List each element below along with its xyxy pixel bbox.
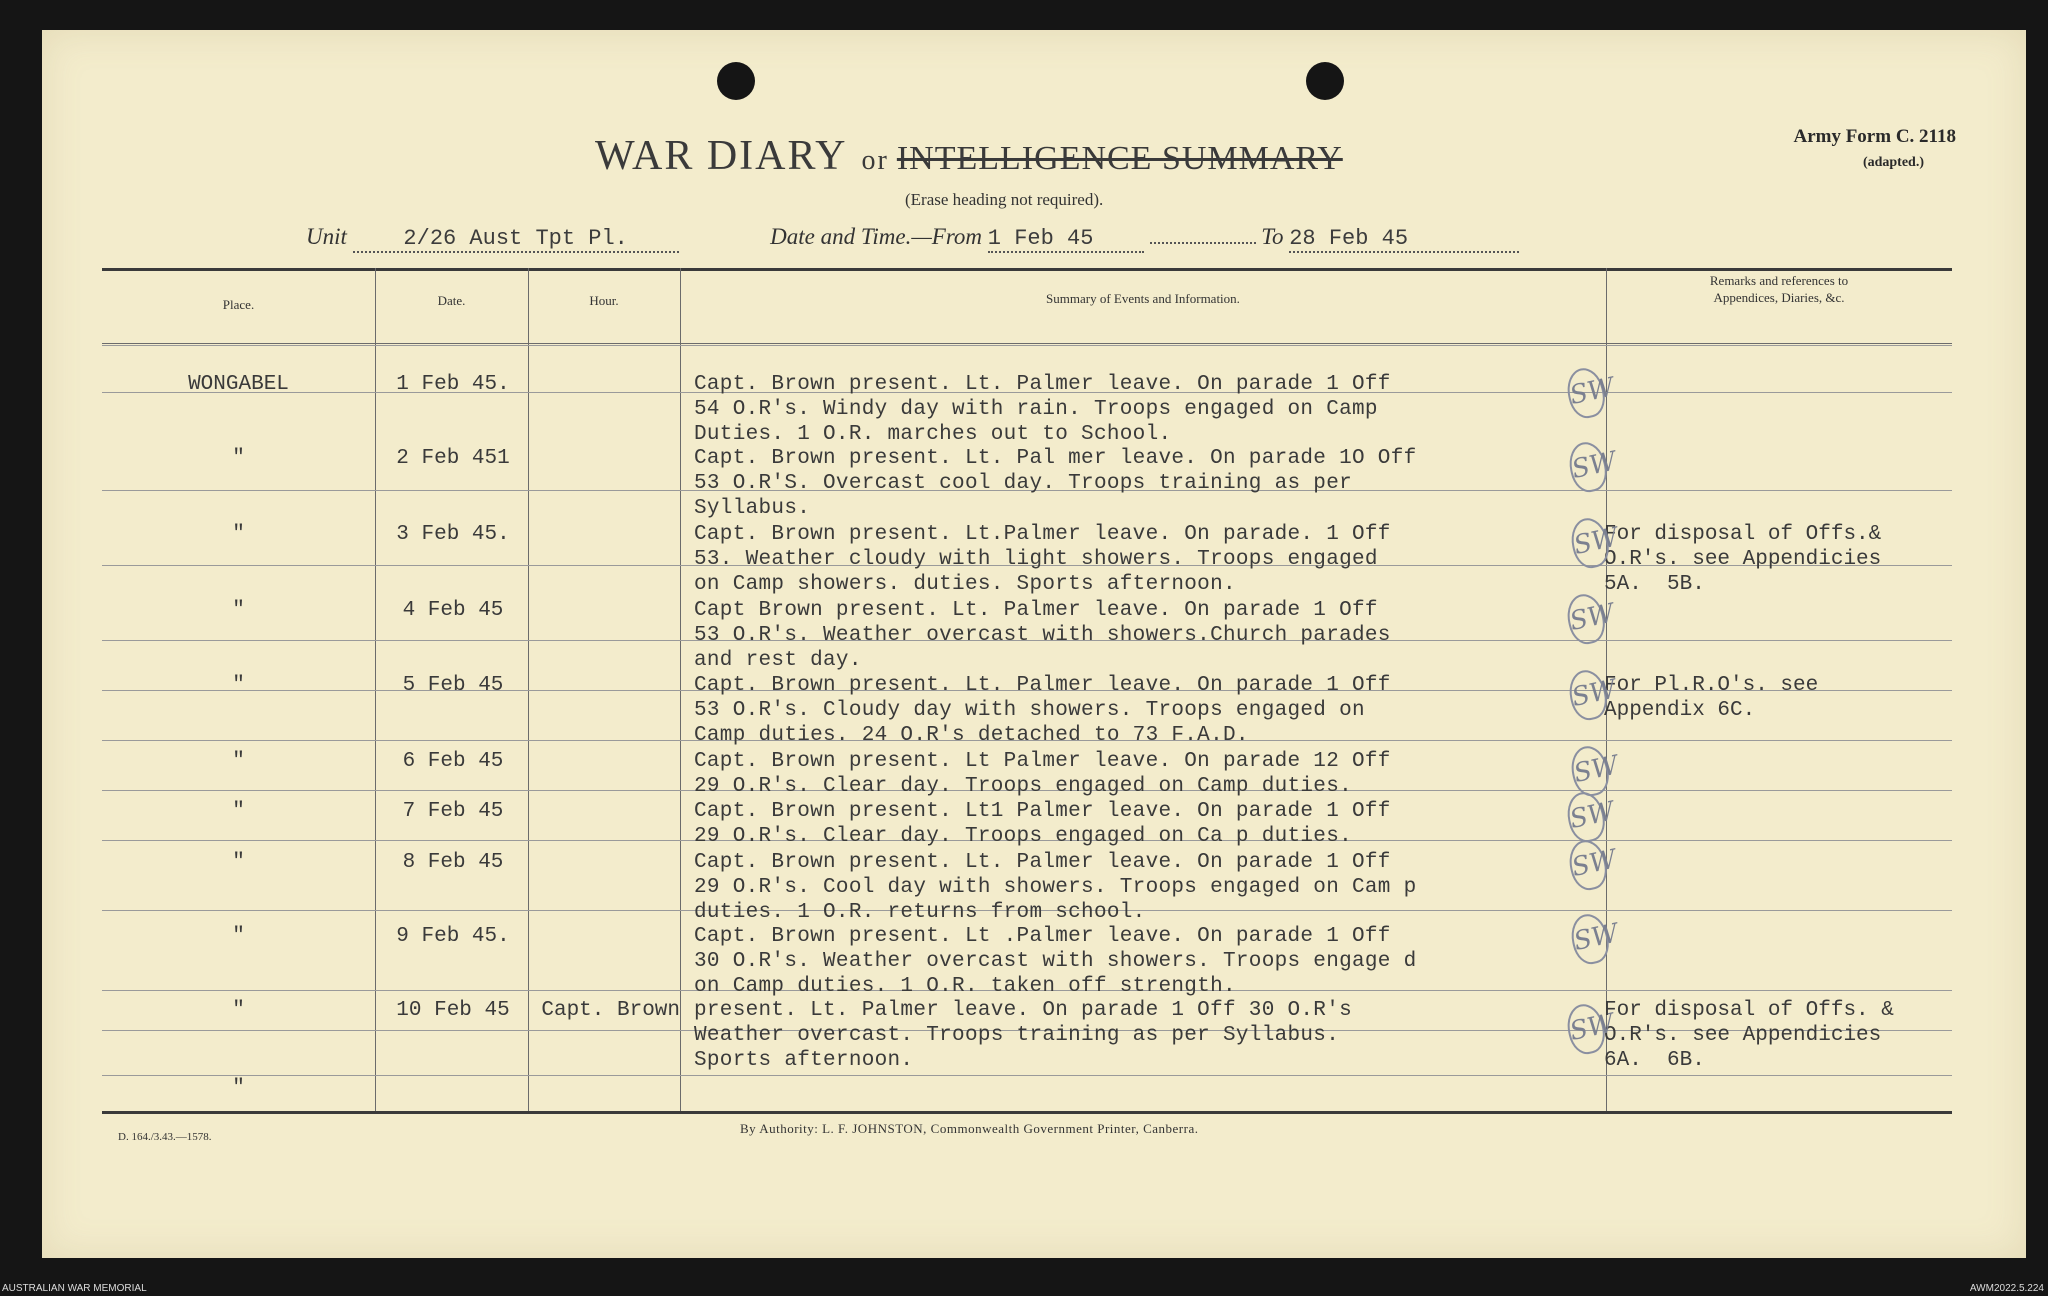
row-rule xyxy=(102,1075,1952,1076)
entry-summary: Capt. Brown present. Lt Palmer leave. On parade 12 Off 29 O.R's. Clear day. Troops engaged on Camp duties. xyxy=(694,750,1391,798)
officer-initial-mark: SW xyxy=(1563,365,1609,421)
entry-place: " xyxy=(232,674,245,697)
entry-date: 2 Feb 451 xyxy=(396,447,510,470)
entry-date: 5 Feb 45 xyxy=(402,674,504,697)
entry-summary: Capt. Brown present. Lt. Palmer leave. On parade 1 Off 54 O.R's. Windy day with rain. Troops engaged on Camp Duties. 1 O.R. marches out to School. xyxy=(694,373,1391,446)
title-or: or xyxy=(861,145,889,176)
entry-place: " xyxy=(232,999,245,1022)
officer-initial-mark: SW xyxy=(1563,789,1609,845)
entry-place: " xyxy=(232,1077,245,1100)
table-top-rule xyxy=(102,268,1952,271)
form-code: D. 164./3.43.—1578. xyxy=(118,1131,212,1143)
punch-hole-right xyxy=(1306,62,1344,100)
unit-label: Unit xyxy=(306,224,347,249)
entry-place: " xyxy=(232,925,245,948)
col-head-date: Date. xyxy=(437,293,466,308)
date-label: Date and Time.—From xyxy=(770,224,983,249)
unit-line xyxy=(306,224,1519,253)
entry-date: 10 Feb 45 xyxy=(396,999,510,1022)
header-bottom-rule xyxy=(102,343,1952,344)
officer-initial-mark: SW xyxy=(1567,911,1613,967)
archive-credit: AUSTRALIAN WAR MEMORIAL xyxy=(2,1283,147,1294)
entry-summary: Capt. Brown present. Lt1 Palmer leave. On parade 1 Off 29 O.R's. Clear day. Troops engaged on Ca p duties. xyxy=(694,800,1391,848)
col-head-remarks: Remarks and references to Appendices, Diaries, &c. xyxy=(1709,273,1849,305)
col-head-summary: Summary of Events and Information. xyxy=(1046,291,1240,306)
unit-value: 2/26 Aust Tpt Pl. xyxy=(353,226,679,253)
officer-initial-mark: SW xyxy=(1567,515,1613,571)
entry-place: WONGABEL xyxy=(188,373,289,396)
entry-place: " xyxy=(232,800,245,823)
army-form-number: Army Form C. 2118 xyxy=(1793,126,1956,147)
entry-place: " xyxy=(232,750,245,773)
army-form-adapted: (adapted.) xyxy=(1862,155,1924,170)
title-war-diary: WAR DIARY xyxy=(595,133,848,179)
table-bottom-rule xyxy=(102,1111,1952,1114)
officer-initial-mark: SW xyxy=(1567,743,1613,799)
entry-date: 1 Feb 45. xyxy=(396,373,510,396)
page-title xyxy=(595,132,1343,180)
from-value: 1 Feb 45 xyxy=(988,226,1144,253)
entry-summary: Capt. Brown present. Lt. Pal mer leave. On parade 1O Off 53 O.R'S. Overcast cool day. Troops training as per Syllabus. xyxy=(694,447,1417,520)
entry-hour: Capt. Brown xyxy=(541,999,680,1022)
entry-place: " xyxy=(232,447,245,470)
entry-date: 9 Feb 45. xyxy=(396,925,510,948)
officer-initial-mark: SW xyxy=(1565,837,1611,893)
entry-remarks: For disposal of Offs. & O.R's. see Appendicies 6A. 6B. xyxy=(1604,999,1894,1072)
entry-summary: Capt. Brown present. Lt. Palmer leave. On parade 1 Off 29 O.R's. Cool day with showers. Troops engaged on Cam p duties. 1 O.R. returns from school. xyxy=(694,851,1417,924)
officer-initial-mark: SW xyxy=(1565,439,1611,495)
entry-summary: Capt Brown present. Lt. Palmer leave. On parade 1 Off 53 O.R's. Weather overcast with showers.Church parades and rest day. xyxy=(694,599,1391,672)
to-label: To xyxy=(1261,224,1284,249)
officer-initial-mark: SW xyxy=(1565,667,1611,723)
col-head-place: Place. xyxy=(222,297,255,312)
col-head-hour: Hour. xyxy=(589,293,619,308)
entry-place: " xyxy=(232,851,245,874)
entry-remarks: For disposal of Offs.& O.R's. see Appendicies 5A. 5B. xyxy=(1604,523,1882,596)
entry-date: 6 Feb 45 xyxy=(402,750,504,773)
entry-place: " xyxy=(232,523,245,546)
entry-summary: Capt. Brown present. Lt.Palmer leave. On parade. 1 Off 53. Weather cloudy with light showers. Troops engaged on Camp showers. duties. Sports afternoon. xyxy=(694,523,1391,596)
entry-date: 8 Feb 45 xyxy=(402,851,504,874)
row-rule xyxy=(102,345,1952,346)
entry-date: 7 Feb 45 xyxy=(402,800,504,823)
officer-initial-mark: SW xyxy=(1563,591,1609,647)
entry-date: 3 Feb 45. xyxy=(396,523,510,546)
entry-summary: Capt. Brown present. Lt. Palmer leave. On parade 1 Off 53 O.R's. Cloudy day with showers. Troops engaged on Camp duties. 24 O.R's detached to 73 F.A.D. xyxy=(694,674,1391,747)
army-form-label xyxy=(1793,124,1956,176)
title-struck: INTELLIGENCE SUMMARY xyxy=(896,140,1343,177)
to-value: 28 Feb 45 xyxy=(1289,226,1519,253)
entry-summary: Capt. Brown present. Lt .Palmer leave. On parade 1 Off 30 O.R's. Weather overcast with showers. Troops engage d on Camp duties. 1 O.R. taken off strength. xyxy=(694,925,1417,998)
erase-note: (Erase heading not required). xyxy=(905,190,1104,209)
entry-place: " xyxy=(232,599,245,622)
punch-hole-left xyxy=(717,62,755,100)
printer-authority: By Authority: L. F. JOHNSTON, Commonwealth Government Printer, Canberra. xyxy=(740,1121,1199,1136)
archive-id: AWM2022.5.224 xyxy=(1969,1283,2044,1294)
entry-date: 4 Feb 45 xyxy=(402,599,504,622)
entry-summary: present. Lt. Palmer leave. On parade 1 Off 30 O.R's Weather overcast. Troops training as per Syllabus. Sports afternoon. xyxy=(694,999,1353,1072)
entry-remarks: For Pl.R.O's. see Appendix 6C. xyxy=(1604,674,1819,722)
officer-initial-mark: SW xyxy=(1563,1001,1609,1057)
